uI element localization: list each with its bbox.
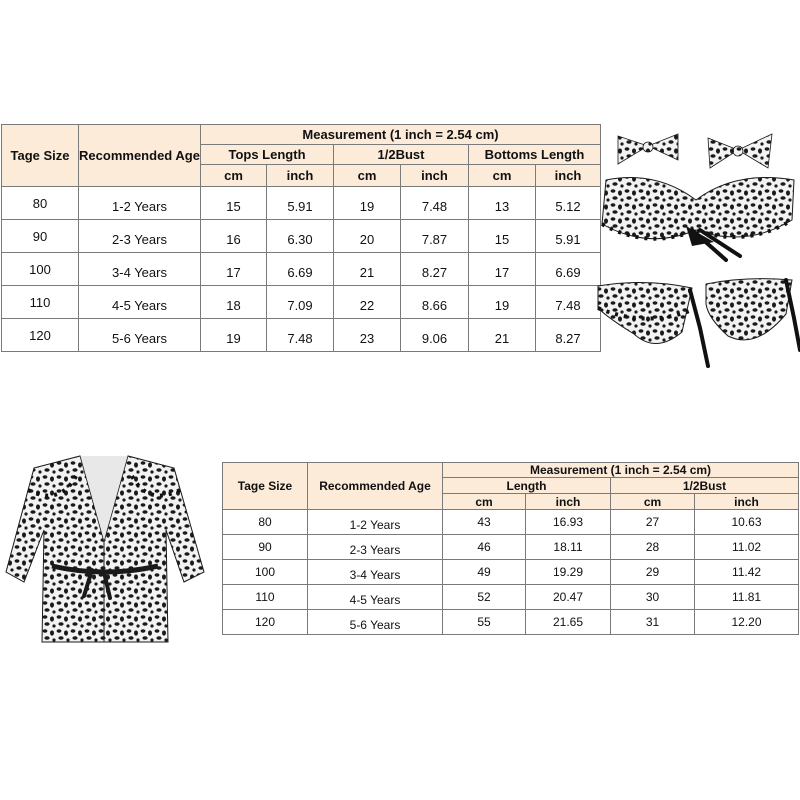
size-cell: 90: [223, 535, 308, 560]
size-cell: 120: [223, 610, 308, 635]
value-cell: 28: [611, 535, 695, 560]
age-cell: 4-5 Years: [79, 286, 201, 319]
swimsuit-set-illustration: [596, 118, 800, 380]
table-row: [223, 510, 799, 535]
value-cell: 17: [469, 253, 536, 286]
size-cell: 80: [2, 187, 79, 220]
value-cell: 8.66: [401, 286, 469, 319]
size-cell: 100: [2, 253, 79, 286]
value-cell: 17: [201, 253, 267, 286]
value-cell: 31: [611, 610, 695, 635]
value-cell: 16.93: [526, 510, 611, 535]
headband-left: [618, 134, 678, 164]
value-cell: 49: [443, 560, 526, 585]
value-cell: 8.27: [401, 253, 469, 286]
header-size: Tage Size: [2, 125, 79, 187]
value-cell: 11.02: [695, 535, 799, 560]
value-cell: 21.65: [526, 610, 611, 635]
age-cell: 2-3 Years: [308, 535, 443, 560]
value-cell: 43: [443, 510, 526, 535]
value-cell: 7.87: [401, 220, 469, 253]
value-cell: 29: [611, 560, 695, 585]
header-unit: cm: [201, 165, 267, 187]
value-cell: 7.48: [267, 319, 334, 352]
header-group: Length: [443, 478, 611, 494]
size-cell: 100: [223, 560, 308, 585]
header-unit: inch: [536, 165, 601, 187]
value-cell: 18.11: [526, 535, 611, 560]
header-unit: inch: [695, 494, 799, 510]
table-row: [2, 253, 601, 286]
value-cell: 21: [334, 253, 401, 286]
header-unit: cm: [611, 494, 695, 510]
value-cell: 11.42: [695, 560, 799, 585]
table-row: [223, 585, 799, 610]
value-cell: 7.48: [401, 187, 469, 220]
header-unit: inch: [267, 165, 334, 187]
value-cell: 10.63: [695, 510, 799, 535]
age-cell: 1-2 Years: [79, 187, 201, 220]
header-size: Tage Size: [223, 463, 308, 510]
header-unit: inch: [401, 165, 469, 187]
value-cell: 21: [469, 319, 536, 352]
value-cell: 27: [611, 510, 695, 535]
header-measurement: Measurement (1 inch = 2.54 cm): [201, 125, 601, 145]
size-cell: 110: [223, 585, 308, 610]
value-cell: 55: [443, 610, 526, 635]
header-age: Recommended Age: [308, 463, 443, 510]
value-cell: 12.20: [695, 610, 799, 635]
header-group: Bottoms Length: [469, 145, 601, 165]
value-cell: 20: [334, 220, 401, 253]
size-chart-swimsuit: [1, 124, 601, 352]
size-cell: 110: [2, 286, 79, 319]
swim-top: [602, 178, 794, 261]
value-cell: 46: [443, 535, 526, 560]
age-cell: 1-2 Years: [308, 510, 443, 535]
value-cell: 6.69: [267, 253, 334, 286]
headband-right: [708, 134, 772, 168]
robe: [6, 456, 204, 642]
header-group: 1/2Bust: [611, 478, 799, 494]
age-cell: 5-6 Years: [79, 319, 201, 352]
value-cell: 22: [334, 286, 401, 319]
age-cell: 5-6 Years: [308, 610, 443, 635]
header-unit: cm: [334, 165, 401, 187]
value-cell: 15: [201, 187, 267, 220]
value-cell: 5.91: [267, 187, 334, 220]
value-cell: 13: [469, 187, 536, 220]
table-row: [223, 610, 799, 635]
value-cell: 15: [469, 220, 536, 253]
value-cell: 5.91: [536, 220, 601, 253]
size-cell: 120: [2, 319, 79, 352]
header-unit: cm: [443, 494, 526, 510]
header-unit: cm: [469, 165, 536, 187]
age-cell: 3-4 Years: [79, 253, 201, 286]
age-cell: 4-5 Years: [308, 585, 443, 610]
header-group: Tops Length: [201, 145, 334, 165]
size-cell: 80: [223, 510, 308, 535]
value-cell: 20.47: [526, 585, 611, 610]
header-unit: inch: [526, 494, 611, 510]
table-row: [2, 220, 601, 253]
value-cell: 5.12: [536, 187, 601, 220]
age-cell: 3-4 Years: [308, 560, 443, 585]
value-cell: 52: [443, 585, 526, 610]
value-cell: 7.48: [536, 286, 601, 319]
value-cell: 6.30: [267, 220, 334, 253]
value-cell: 19.29: [526, 560, 611, 585]
table-row: [223, 560, 799, 585]
value-cell: 11.81: [695, 585, 799, 610]
value-cell: 16: [201, 220, 267, 253]
value-cell: 19: [334, 187, 401, 220]
value-cell: 8.27: [536, 319, 601, 352]
value-cell: 18: [201, 286, 267, 319]
value-cell: 9.06: [401, 319, 469, 352]
age-cell: 2-3 Years: [79, 220, 201, 253]
value-cell: 23: [334, 319, 401, 352]
value-cell: 6.69: [536, 253, 601, 286]
table-row: [223, 535, 799, 560]
table-row: [2, 319, 601, 352]
header-measurement: Measurement (1 inch = 2.54 cm): [443, 463, 799, 478]
size-cell: 90: [2, 220, 79, 253]
header-age: Recommended Age: [79, 125, 201, 187]
table-row: [2, 286, 601, 319]
header-group: 1/2Bust: [334, 145, 469, 165]
table-row: [2, 187, 601, 220]
value-cell: 19: [469, 286, 536, 319]
value-cell: 30: [611, 585, 695, 610]
value-cell: 19: [201, 319, 267, 352]
size-chart-robe: [222, 462, 799, 635]
swim-bottoms: [598, 279, 800, 366]
robe-illustration: [0, 446, 208, 660]
value-cell: 7.09: [267, 286, 334, 319]
